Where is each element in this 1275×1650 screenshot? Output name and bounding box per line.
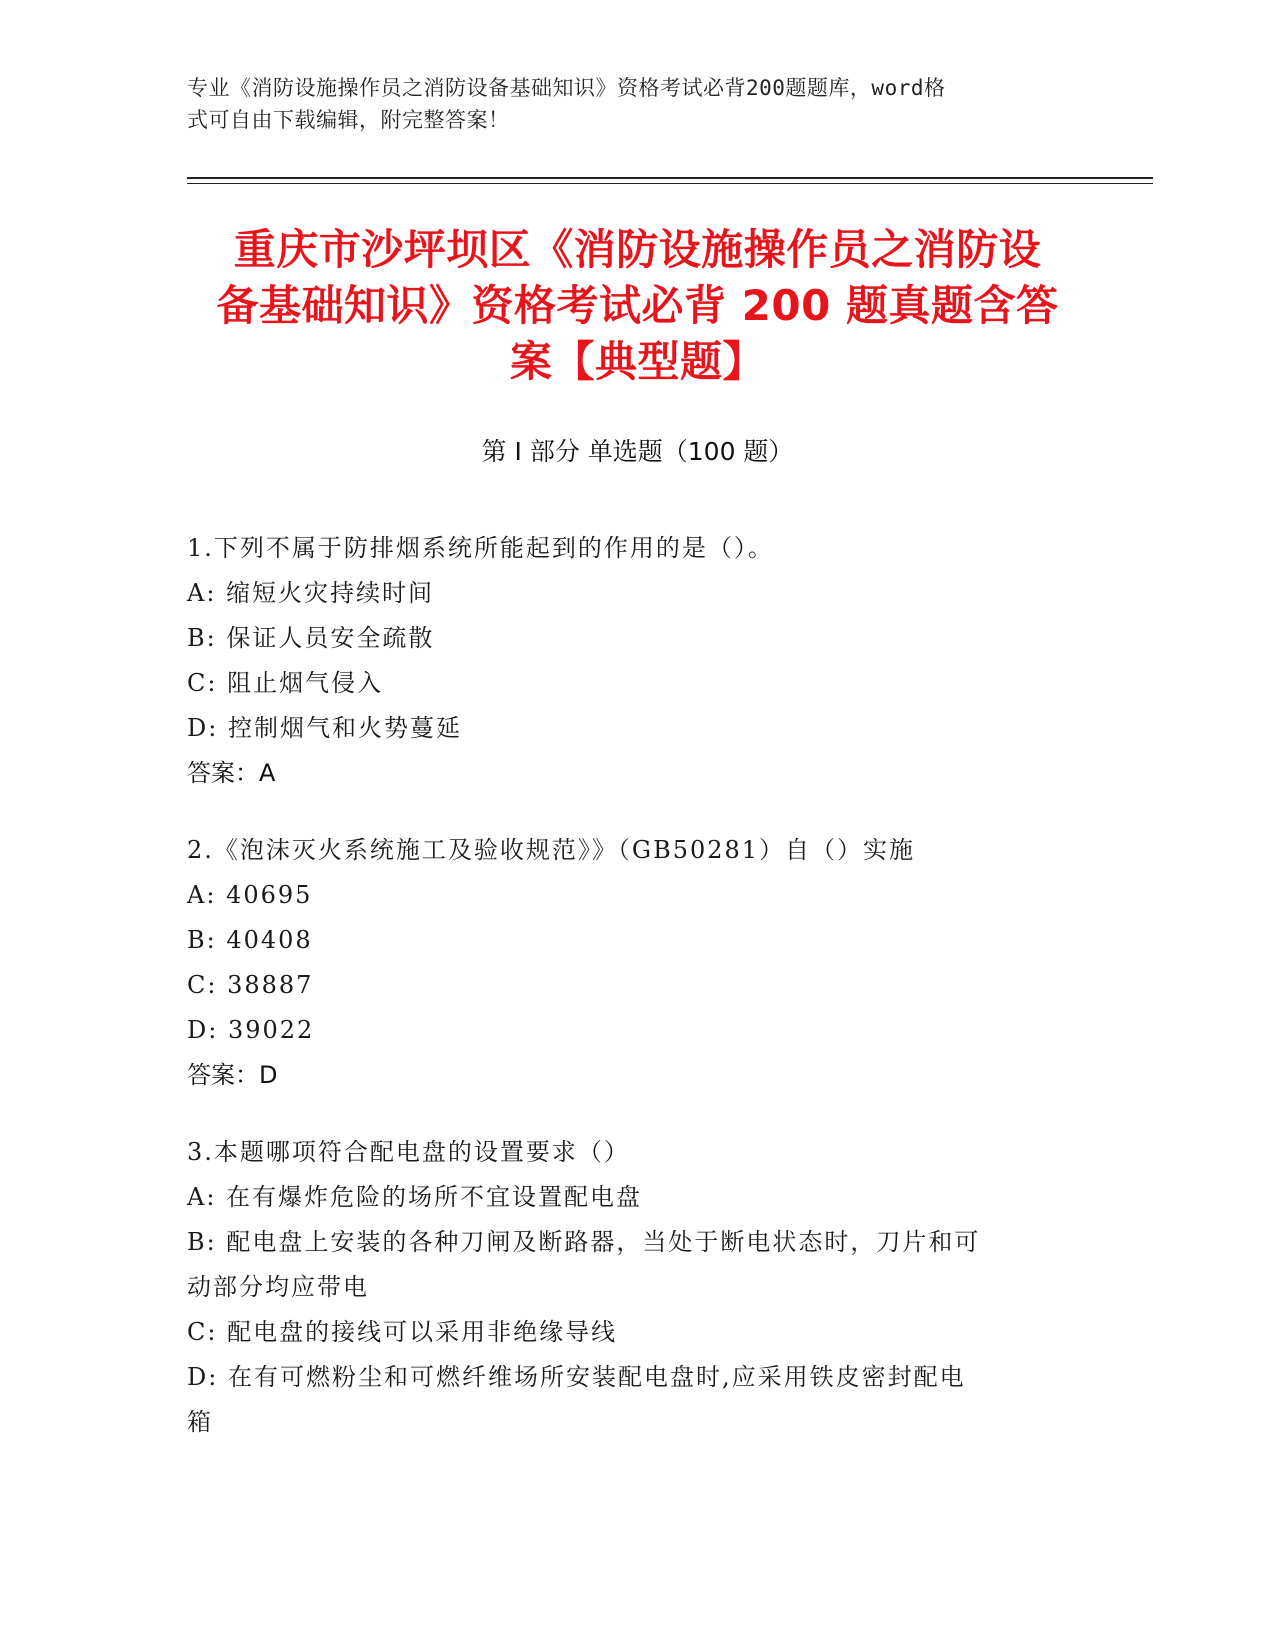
option-d: D: 在有可燃粉尘和可燃纤维场所安装配电盘时,应采用铁皮密封配电 [187, 1363, 966, 1391]
header-divider-thick [187, 177, 1153, 179]
title-line: 备基础知识》资格考试必背 200 题真题含答 [216, 281, 1059, 330]
option-c: C: 38887 [187, 971, 314, 999]
option-b-continued: 动部分均应带电 [187, 1273, 369, 1301]
answer-key: 答案：D [187, 1061, 278, 1089]
question-list [187, 526, 1077, 1477]
option-c: C: 配电盘的接线可以采用非绝缘导线 [187, 1318, 618, 1346]
question-item [187, 526, 1077, 796]
option-a: A: 在有爆炸危险的场所不宜设置配电盘 [187, 1183, 643, 1211]
header-divider-thin [187, 183, 1153, 184]
header-note-line: 式可自由下载编辑，附完整答案！ [187, 108, 510, 132]
document-header-note [187, 72, 1067, 136]
question-item [187, 828, 1077, 1098]
title-line: 案【典型题】 [509, 337, 765, 386]
option-d: D: 控制烟气和火势蔓延 [187, 714, 462, 742]
question-stem: 3.本题哪项符合配电盘的设置要求（） [187, 1138, 630, 1166]
option-c: C: 阻止烟气侵入 [187, 669, 384, 697]
question-item [187, 1130, 1077, 1445]
answer-key: 答案：A [187, 759, 276, 787]
option-d: D: 39022 [187, 1016, 315, 1044]
document-title [190, 222, 1085, 390]
option-b: B: 保证人员安全疏散 [187, 624, 435, 652]
option-a: A: 40695 [187, 881, 313, 909]
question-stem: 2.《泡沫灭火系统施工及验收规范》》（GB50281）自（）实施 [187, 836, 916, 864]
option-b: B: 40408 [187, 926, 313, 954]
option-d-continued: 箱 [187, 1408, 213, 1436]
option-b: B: 配电盘上安装的各种刀闸及断路器，当处于断电状态时，刀片和可 [187, 1228, 981, 1256]
title-line: 重庆市沙坪坝区《消防设施操作员之消防设 [233, 225, 1042, 274]
section-heading: 第 I 部分 单选题（100 题） [481, 437, 794, 466]
header-note-line: 专业《消防设施操作员之消防设备基础知识》资格考试必背200题题库，word格 [187, 76, 946, 100]
option-a: A: 缩短火灾持续时间 [187, 579, 435, 607]
question-stem: 1.下列不属于防排烟系统所能起到的作用的是（）。 [187, 534, 774, 562]
